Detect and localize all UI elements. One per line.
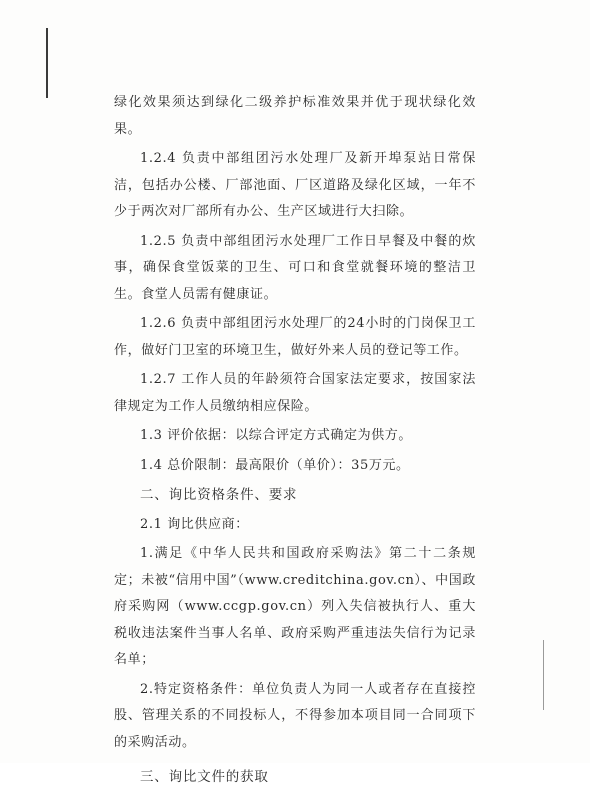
paragraph-1-2-5: 1.2.5 负责中部组团污水处理厂工作日早餐及中餐的炊事，确保食堂饭菜的卫生、可口和食堂就餐环境的整洁卫生。食堂人员需有健康证。 xyxy=(114,233,476,302)
section-heading-2: 二、询比资格条件、要求 xyxy=(140,487,298,503)
section-heading-3: 三、询比文件的获取 xyxy=(140,769,269,785)
paragraph-1-4: 1.4 总价限制：最高限价（单价）：35万元。 xyxy=(140,457,410,473)
scan-edge-mark xyxy=(46,28,48,98)
paragraph-qualification-1: 1.满足《中华人民共和国政府采购法》第二十二条规定；未被“信用中国”（www.creditchina.gov.cn）、中国政府采购网（www.ccgp.gov.cn）列入失信被执行人、重大税收违法案件当事人名单、政府采购严重违法失信行为记录名单； xyxy=(114,546,476,667)
paragraph-2-1: 2.1 询比供应商： xyxy=(140,516,249,532)
paragraph-greening-effect: 绿化效果须达到绿化二级养护标准效果并优于现状绿化效果。 xyxy=(114,95,476,137)
paragraph-qualification-2: 2.特定资格条件：单位负责人为同一人或者存在直接控股、管理关系的不同投标人，不得参加本项目同一合同项下的采购活动。 xyxy=(114,681,476,750)
paragraph-1-2-6: 1.2.6 负责中部组团污水处理厂的24小时的门岗保卫工作，做好门卫室的环境卫生，做好外来人员的登记等工作。 xyxy=(114,316,476,358)
scan-edge-mark xyxy=(543,640,544,710)
paragraph-1-2-4: 1.2.4 负责中部组团污水处理厂及新开埠泵站日常保洁，包括办公楼、厂部池面、厂区道路及绿化区域，一年不少于两次对厂部所有办公、生产区域进行大扫除。 xyxy=(114,151,476,219)
paragraph-1-2-7: 1.2.7 工作人员的年龄须符合国家法定要求，按国家法律规定为工作人员缴纳相应保险。 xyxy=(114,372,476,414)
document-body xyxy=(114,90,476,794)
paragraph-1-3: 1.3 评价依据：以综合评定方式确定为供方。 xyxy=(140,428,413,443)
